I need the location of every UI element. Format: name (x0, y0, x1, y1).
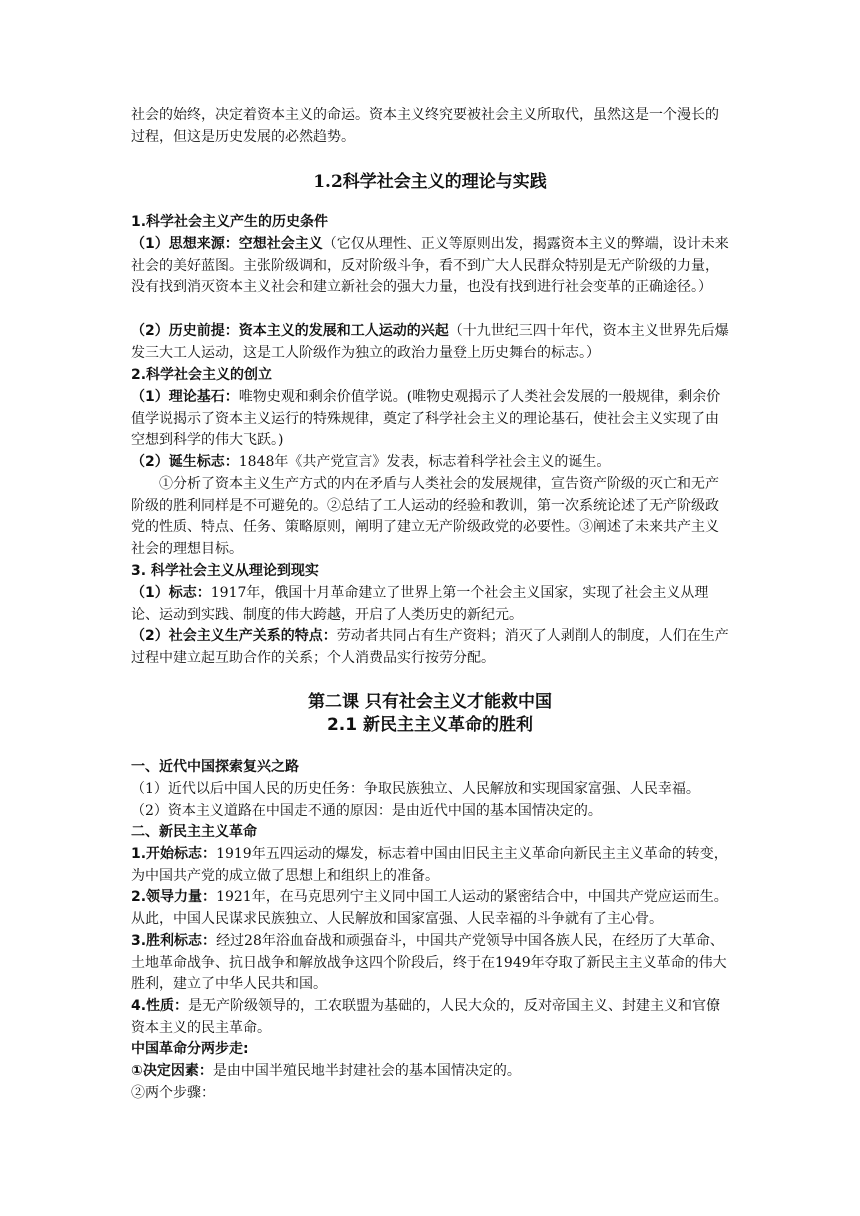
label-nature: 4.性质： (131, 998, 189, 1014)
paragraph-start-mark (131, 844, 731, 887)
text-production-relations: 劳动者共同占有生产资料；消灭了人剥削人的制度，人们在生产过程中建立起互助合作的关系；个人消费品实行按劳分配。 (131, 628, 729, 666)
text-nature: 是无产阶级领导的，工农联盟为基础的，人民大众的，反对帝国主义、封建主义和官僚资本主义的民主革命。 (131, 998, 721, 1036)
text-theory-foundation: 唯物史观和剩余价值学说。(唯物史观揭示了人类社会发展的一般规律，剩余价值学说揭示了资本主义运行的特殊规律，奠定了科学社会主义的理论基石，使社会主义实现了由空想到科学的伟大飞跃。) (131, 389, 721, 448)
heading-theory-to-reality: 3. 科学社会主义从理论到现实 (131, 563, 319, 579)
paragraph-manifesto-detail: ①分析了资本主义生产方式的内在矛盾与人类社会的发展规律，宣告资产阶级的灭亡和无产阶级的胜利同样是不可避免的。②总结了工人运动的经验和教训，第一次系统论述了无产阶级政党的性质、特点、任务、策略原则，阐明了建立无产阶级政党的必要性。③阐述了未来共产主义社会的理想目标。 (131, 476, 719, 557)
label-start-mark: 1.开始标志： (131, 846, 217, 862)
label-october-revolution: （1）标志： (131, 585, 211, 601)
heading-founding: 2.科学社会主义的创立 (131, 367, 273, 383)
text-leading-force: 1921年，在马克思列宁主义同中国工人运动的紧密结合中，中国共产党应运而生。从此，中国人民谋求民族独立、人民解放和国家富强、人民幸福的斗争就有了主心骨。 (131, 889, 728, 927)
label-birth-mark: （2）诞生标志： (131, 454, 239, 470)
paragraph-theory-foundation (131, 387, 731, 452)
heading-revival-road: 一、近代中国探索复兴之路 (131, 759, 299, 775)
label-leading-force: 2.领导力量： (131, 889, 217, 905)
paragraph-october-revolution (131, 583, 731, 626)
intro-paragraph: 社会的始终，决定着资本主义的命运。资本主义终究要被社会主义所取代，虽然这是一个漫长的过程，但这是历史发展的必然趋势。 (131, 107, 719, 145)
heading-historical-conditions: 1.科学社会主义产生的历史条件 (131, 214, 329, 230)
text-start-mark: 1919年五四运动的爆发，标志着中国由旧民主主义革命向新民主主义革命的转变，为中国共产党的成立做了思想上和组织上的准备。 (131, 846, 728, 884)
label-production-relations: （2）社会主义生产关系的特点： (131, 628, 337, 644)
paragraph-victory-mark (131, 931, 731, 996)
heading-two-steps: 中国革命分两步走: (131, 1041, 249, 1057)
paragraph-historical-premise (131, 321, 731, 364)
text-october-revolution: 1917年，俄国十月革命建立了世界上第一个社会主义国家，实现了社会主义从理论、运动到实践、制度的伟大跨越，开启了人类历史的新纪元。 (131, 585, 709, 623)
label-victory-mark: 3.胜利标志： (131, 933, 217, 949)
paragraph-utopian-socialism (131, 234, 731, 299)
text-victory-mark: 经过28年浴血奋战和顽强奋斗，中国共产党领导中国各族人民，在经历了大革命、土地革命战争、抗日战争和解放战争这四个阶段后，终于在1949年夺取了新民主主义革命的伟大胜利，建立了中华人民共和国。 (131, 933, 727, 992)
text-determining-factor: 是由中国半殖民地半封建社会的基本国情决定的。 (212, 1063, 521, 1079)
paragraph-historical-task: （1）近代以后中国人民的历史任务：争取民族独立、人民解放和实现国家富强、人民幸福。 (131, 781, 700, 797)
paragraph-birth-mark (131, 452, 731, 474)
heading-new-democratic-revolution: 二、新民主主义革命 (131, 824, 257, 840)
text-utopian-socialism: （它仅从理性、正义等原则出发，揭露资本主义的弊端，设计未来社会的美好蓝图。主张阶级调和，反对阶级斗争，看不到广大人民群众特别是无产阶级的力量，没有找到消灭资本主义社会和建立新社会的强大力量，也没有找到进行社会变革的正确途径。） (131, 236, 729, 295)
lesson-2-subtitle: 2.1 新民主主义革命的胜利 (326, 715, 534, 735)
paragraph-production-relations (131, 626, 731, 669)
lesson-2-title: 第二课 只有社会主义才能救中国 (308, 692, 552, 712)
section-title-1-2: 1.2科学社会主义的理论与实践 (313, 172, 547, 192)
paragraph-capitalism-fails: （2）资本主义道路在中国走不通的原因：是由近代中国的基本国情决定的。 (131, 803, 602, 819)
label-determining-factor: ①决定因素： (131, 1063, 213, 1079)
paragraph-two-steps: ②两个步骤： (131, 1085, 215, 1101)
label-historical-premise: （2）历史前提：资本主义的发展和工人运动的兴起 (131, 323, 449, 339)
paragraph-nature (131, 996, 731, 1039)
paragraph-leading-force (131, 887, 731, 930)
text-historical-premise: （十九世纪三四十年代，资本主义世界先后爆发三大工人运动，这是工人阶级作为独立的政治力量登上历史舞台的标志。） (131, 323, 729, 361)
paragraph-determining-factor (131, 1061, 731, 1083)
label-utopian-socialism: （1）思想来源：空想社会主义 (131, 236, 323, 252)
text-birth-mark: 1848年《共产党宣言》发表，标志着科学社会主义的诞生。 (238, 454, 611, 470)
label-theory-foundation: （1）理论基石： (131, 389, 239, 405)
